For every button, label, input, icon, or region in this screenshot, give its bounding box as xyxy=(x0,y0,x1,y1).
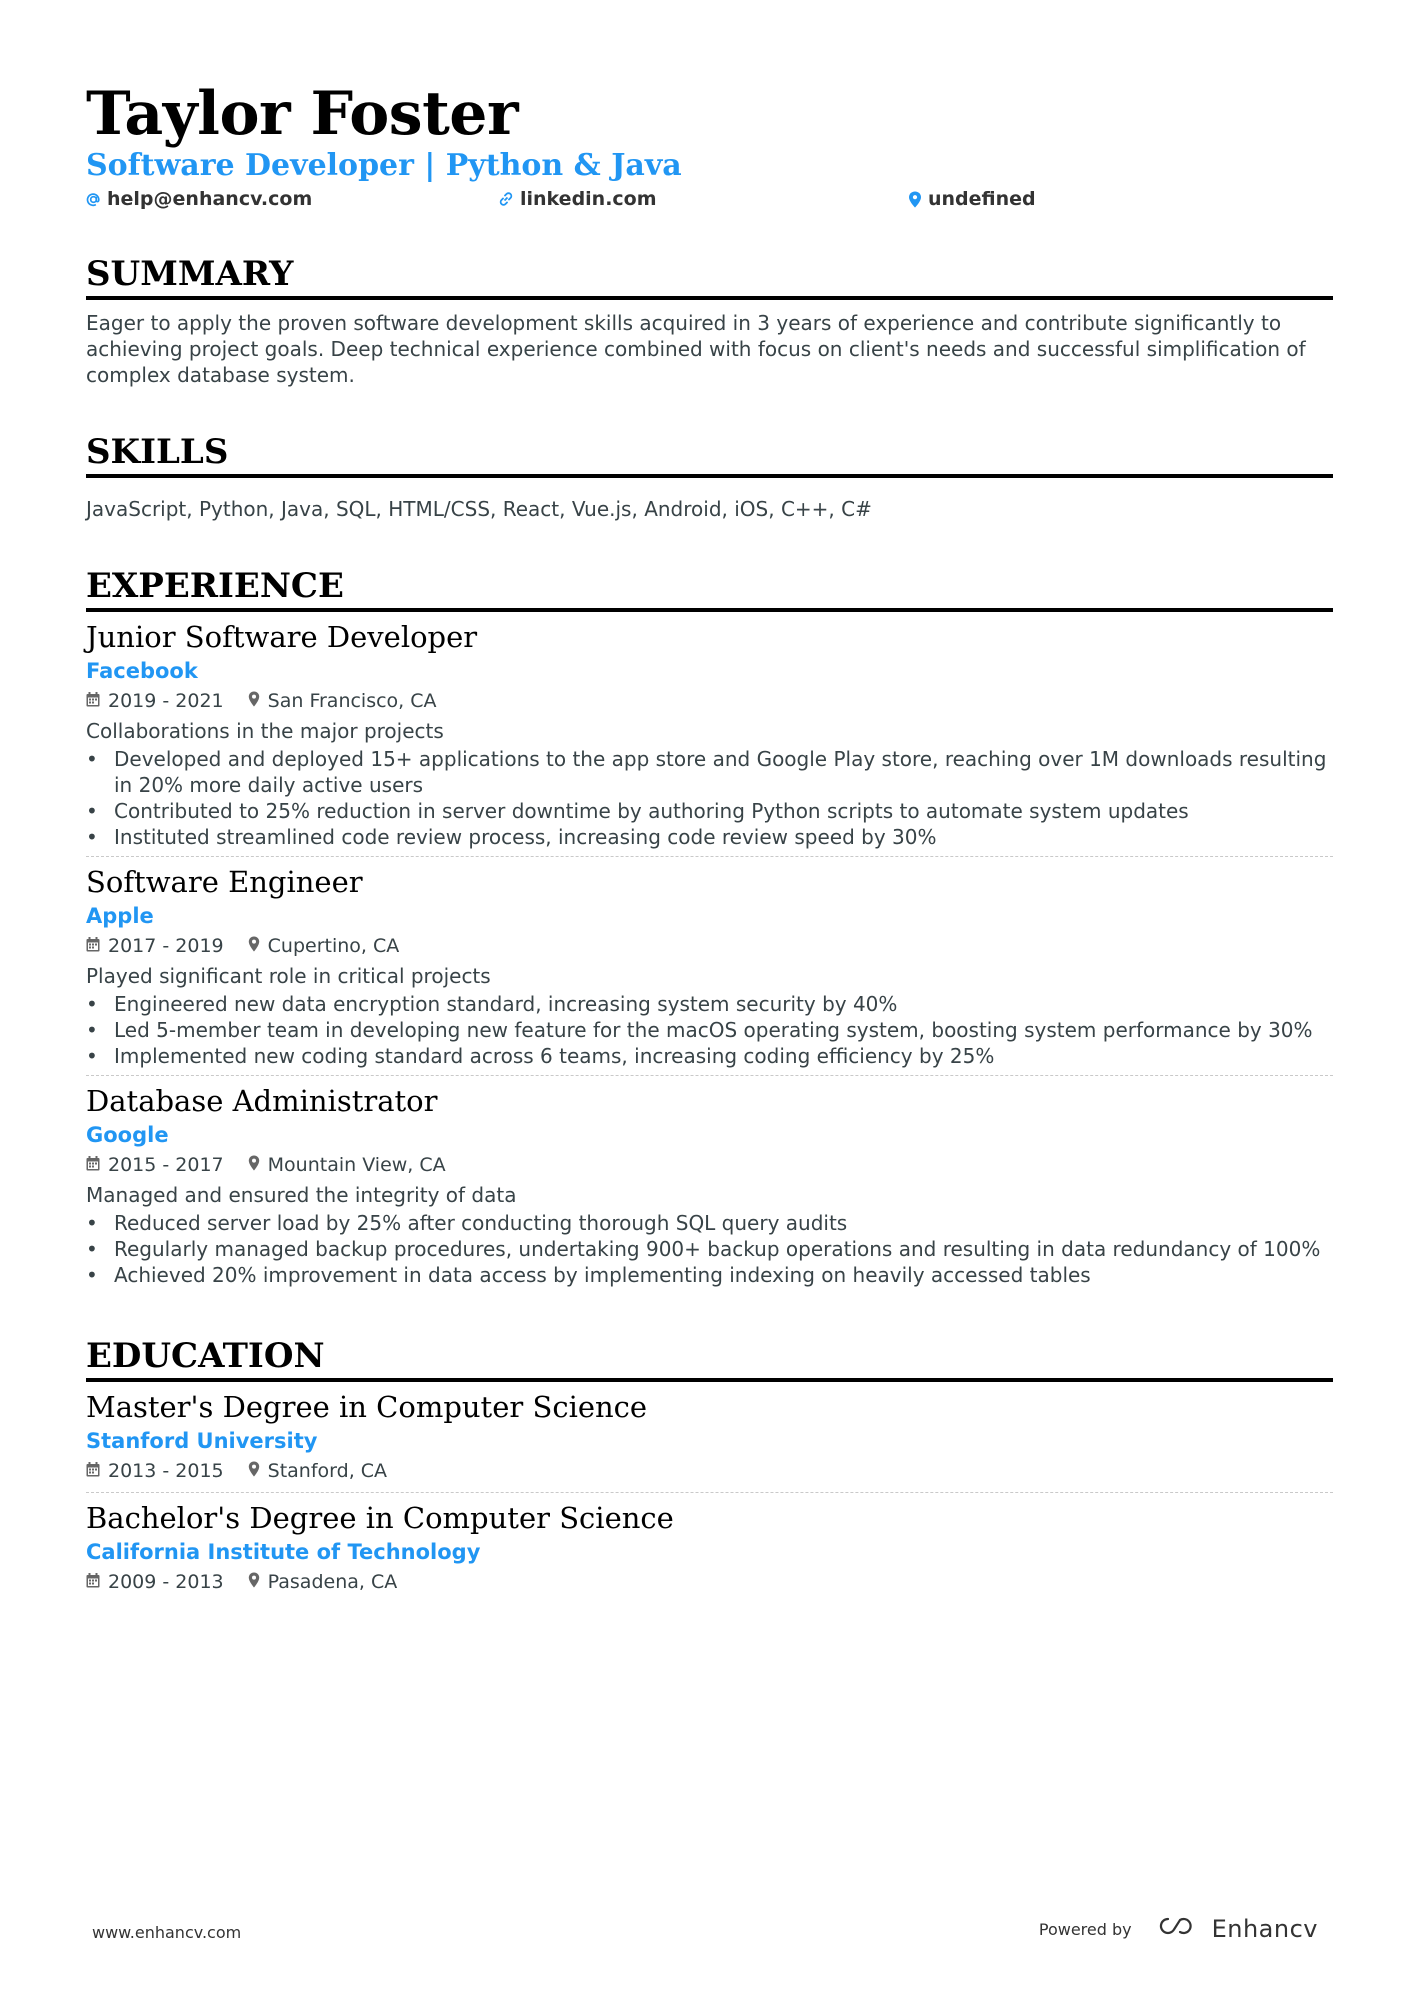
summary-text: Eager to apply the proven software development skills acquired in 3 years of experience and contribute significantly to achieving project goals. Deep technical experience combined with focus on client's needs and successful simplification of complex database system. xyxy=(86,311,1306,387)
job-description: Collaborations in the major projects xyxy=(86,719,444,743)
job-description: Managed and ensured the integrity of data xyxy=(86,1183,517,1207)
list-item: • Achieved 20% improvement in data access by implementing indexing on heavily accessed tables xyxy=(86,1262,1333,1288)
list-item: • Led 5-member team in developing new feature for the macOS operating system, boosting system performance by 30% xyxy=(86,1017,1333,1043)
powered-by-label: Powered by xyxy=(1038,1919,1132,1939)
location-pin-icon xyxy=(248,686,260,716)
location-pin-icon xyxy=(248,931,260,961)
enhancv-logo-icon xyxy=(1156,1915,1202,1943)
candidate-headline: Software Developer | Python & Java xyxy=(86,148,682,183)
education-location: Stanford, CA xyxy=(267,1460,388,1482)
enhancv-logo[interactable] xyxy=(1156,1915,1318,1943)
education-item xyxy=(86,1492,1333,1603)
location-pin-icon xyxy=(248,1150,260,1180)
company-name: Apple xyxy=(86,904,154,928)
education-heading: EDUCATION xyxy=(86,1336,1333,1382)
job-location: Mountain View, CA xyxy=(267,1154,446,1176)
enhancv-logo-text: Enhancv xyxy=(1211,1915,1318,1943)
school-name: California Institute of Technology xyxy=(86,1540,481,1564)
degree-title: Bachelor's Degree in Computer Science xyxy=(86,1501,674,1535)
education-item xyxy=(86,1388,1333,1492)
job-location: Cupertino, CA xyxy=(267,935,400,957)
job-dates: 2015 - 2017 xyxy=(108,1154,224,1176)
footer-url[interactable]: www.enhancv.com xyxy=(92,1923,242,1942)
summary-heading: SUMMARY xyxy=(86,254,1333,300)
footer-branding xyxy=(1039,1915,1318,1943)
at-icon xyxy=(86,192,101,207)
experience-item xyxy=(86,856,1333,1075)
contact-location xyxy=(908,188,1036,210)
experience-item xyxy=(86,1075,1333,1294)
calendar-icon xyxy=(86,686,100,716)
location-pin-icon xyxy=(248,1567,260,1597)
skills-text: JavaScript, Python, Java, SQL, HTML/CSS, React, Vue.js, Android, iOS, C++, C# xyxy=(86,497,872,521)
job-bullets xyxy=(86,1210,1333,1288)
company-name: Google xyxy=(86,1123,169,1147)
list-item: • Engineered new data encryption standard, increasing system security by 40% xyxy=(86,991,1333,1017)
job-bullets xyxy=(86,991,1333,1069)
job-dates: 2019 - 2021 xyxy=(108,690,224,712)
calendar-icon xyxy=(86,931,100,961)
contact-link[interactable] xyxy=(498,188,657,210)
job-dates: 2017 - 2019 xyxy=(108,935,224,957)
job-title: Junior Software Developer xyxy=(86,620,478,654)
job-meta xyxy=(86,686,1333,716)
degree-title: Master's Degree in Computer Science xyxy=(86,1390,648,1424)
job-bullets xyxy=(86,746,1333,850)
contact-location-text: undefined xyxy=(928,188,1036,210)
calendar-icon xyxy=(86,1567,100,1597)
page-footer xyxy=(92,1915,1318,1955)
calendar-icon xyxy=(86,1150,100,1180)
list-item: • Developed and deployed 15+ applications to the app store and Google Play store, reaching over 1M downloads resulting in 20% more daily active users xyxy=(86,746,1333,798)
experience-item xyxy=(86,618,1333,856)
school-name: Stanford University xyxy=(86,1429,318,1453)
list-item: • Implemented new coding standard across 6 teams, increasing coding efficiency by 25% xyxy=(86,1043,1333,1069)
skills-heading: SKILLS xyxy=(86,432,1333,478)
job-title: Software Engineer xyxy=(86,865,363,899)
job-meta xyxy=(86,1150,1333,1180)
education-dates: 2013 - 2015 xyxy=(108,1460,224,1482)
contact-bar xyxy=(86,186,1333,214)
list-item: • Contributed to 25% reduction in server downtime by authoring Python scripts to automate system updates xyxy=(86,798,1333,824)
experience-heading: EXPERIENCE xyxy=(86,566,1333,612)
company-name: Facebook xyxy=(86,659,198,683)
contact-email[interactable] xyxy=(86,188,312,210)
job-meta xyxy=(86,931,1333,961)
education-meta xyxy=(86,1567,1333,1597)
education-location: Pasadena, CA xyxy=(267,1571,398,1593)
job-title: Database Administrator xyxy=(86,1084,438,1118)
location-pin-icon xyxy=(908,191,922,208)
list-item: • Instituted streamlined code review process, increasing code review speed by 30% xyxy=(86,824,1333,850)
calendar-icon xyxy=(86,1456,100,1486)
list-item: • Reduced server load by 25% after conducting thorough SQL query audits xyxy=(86,1210,1333,1236)
job-location: San Francisco, CA xyxy=(267,690,437,712)
education-dates: 2009 - 2013 xyxy=(108,1571,224,1593)
resume-page xyxy=(86,78,1333,1603)
location-pin-icon xyxy=(248,1456,260,1486)
contact-link-text: linkedin.com xyxy=(520,188,657,210)
candidate-name: Taylor Foster xyxy=(86,79,519,149)
list-item: • Regularly managed backup procedures, undertaking 900+ backup operations and resulting in data redundancy of 100% xyxy=(86,1236,1333,1262)
job-description: Played significant role in critical projects xyxy=(86,964,491,988)
education-meta xyxy=(86,1456,1333,1486)
link-icon xyxy=(498,191,514,207)
contact-email-text: help@enhancv.com xyxy=(107,188,313,210)
